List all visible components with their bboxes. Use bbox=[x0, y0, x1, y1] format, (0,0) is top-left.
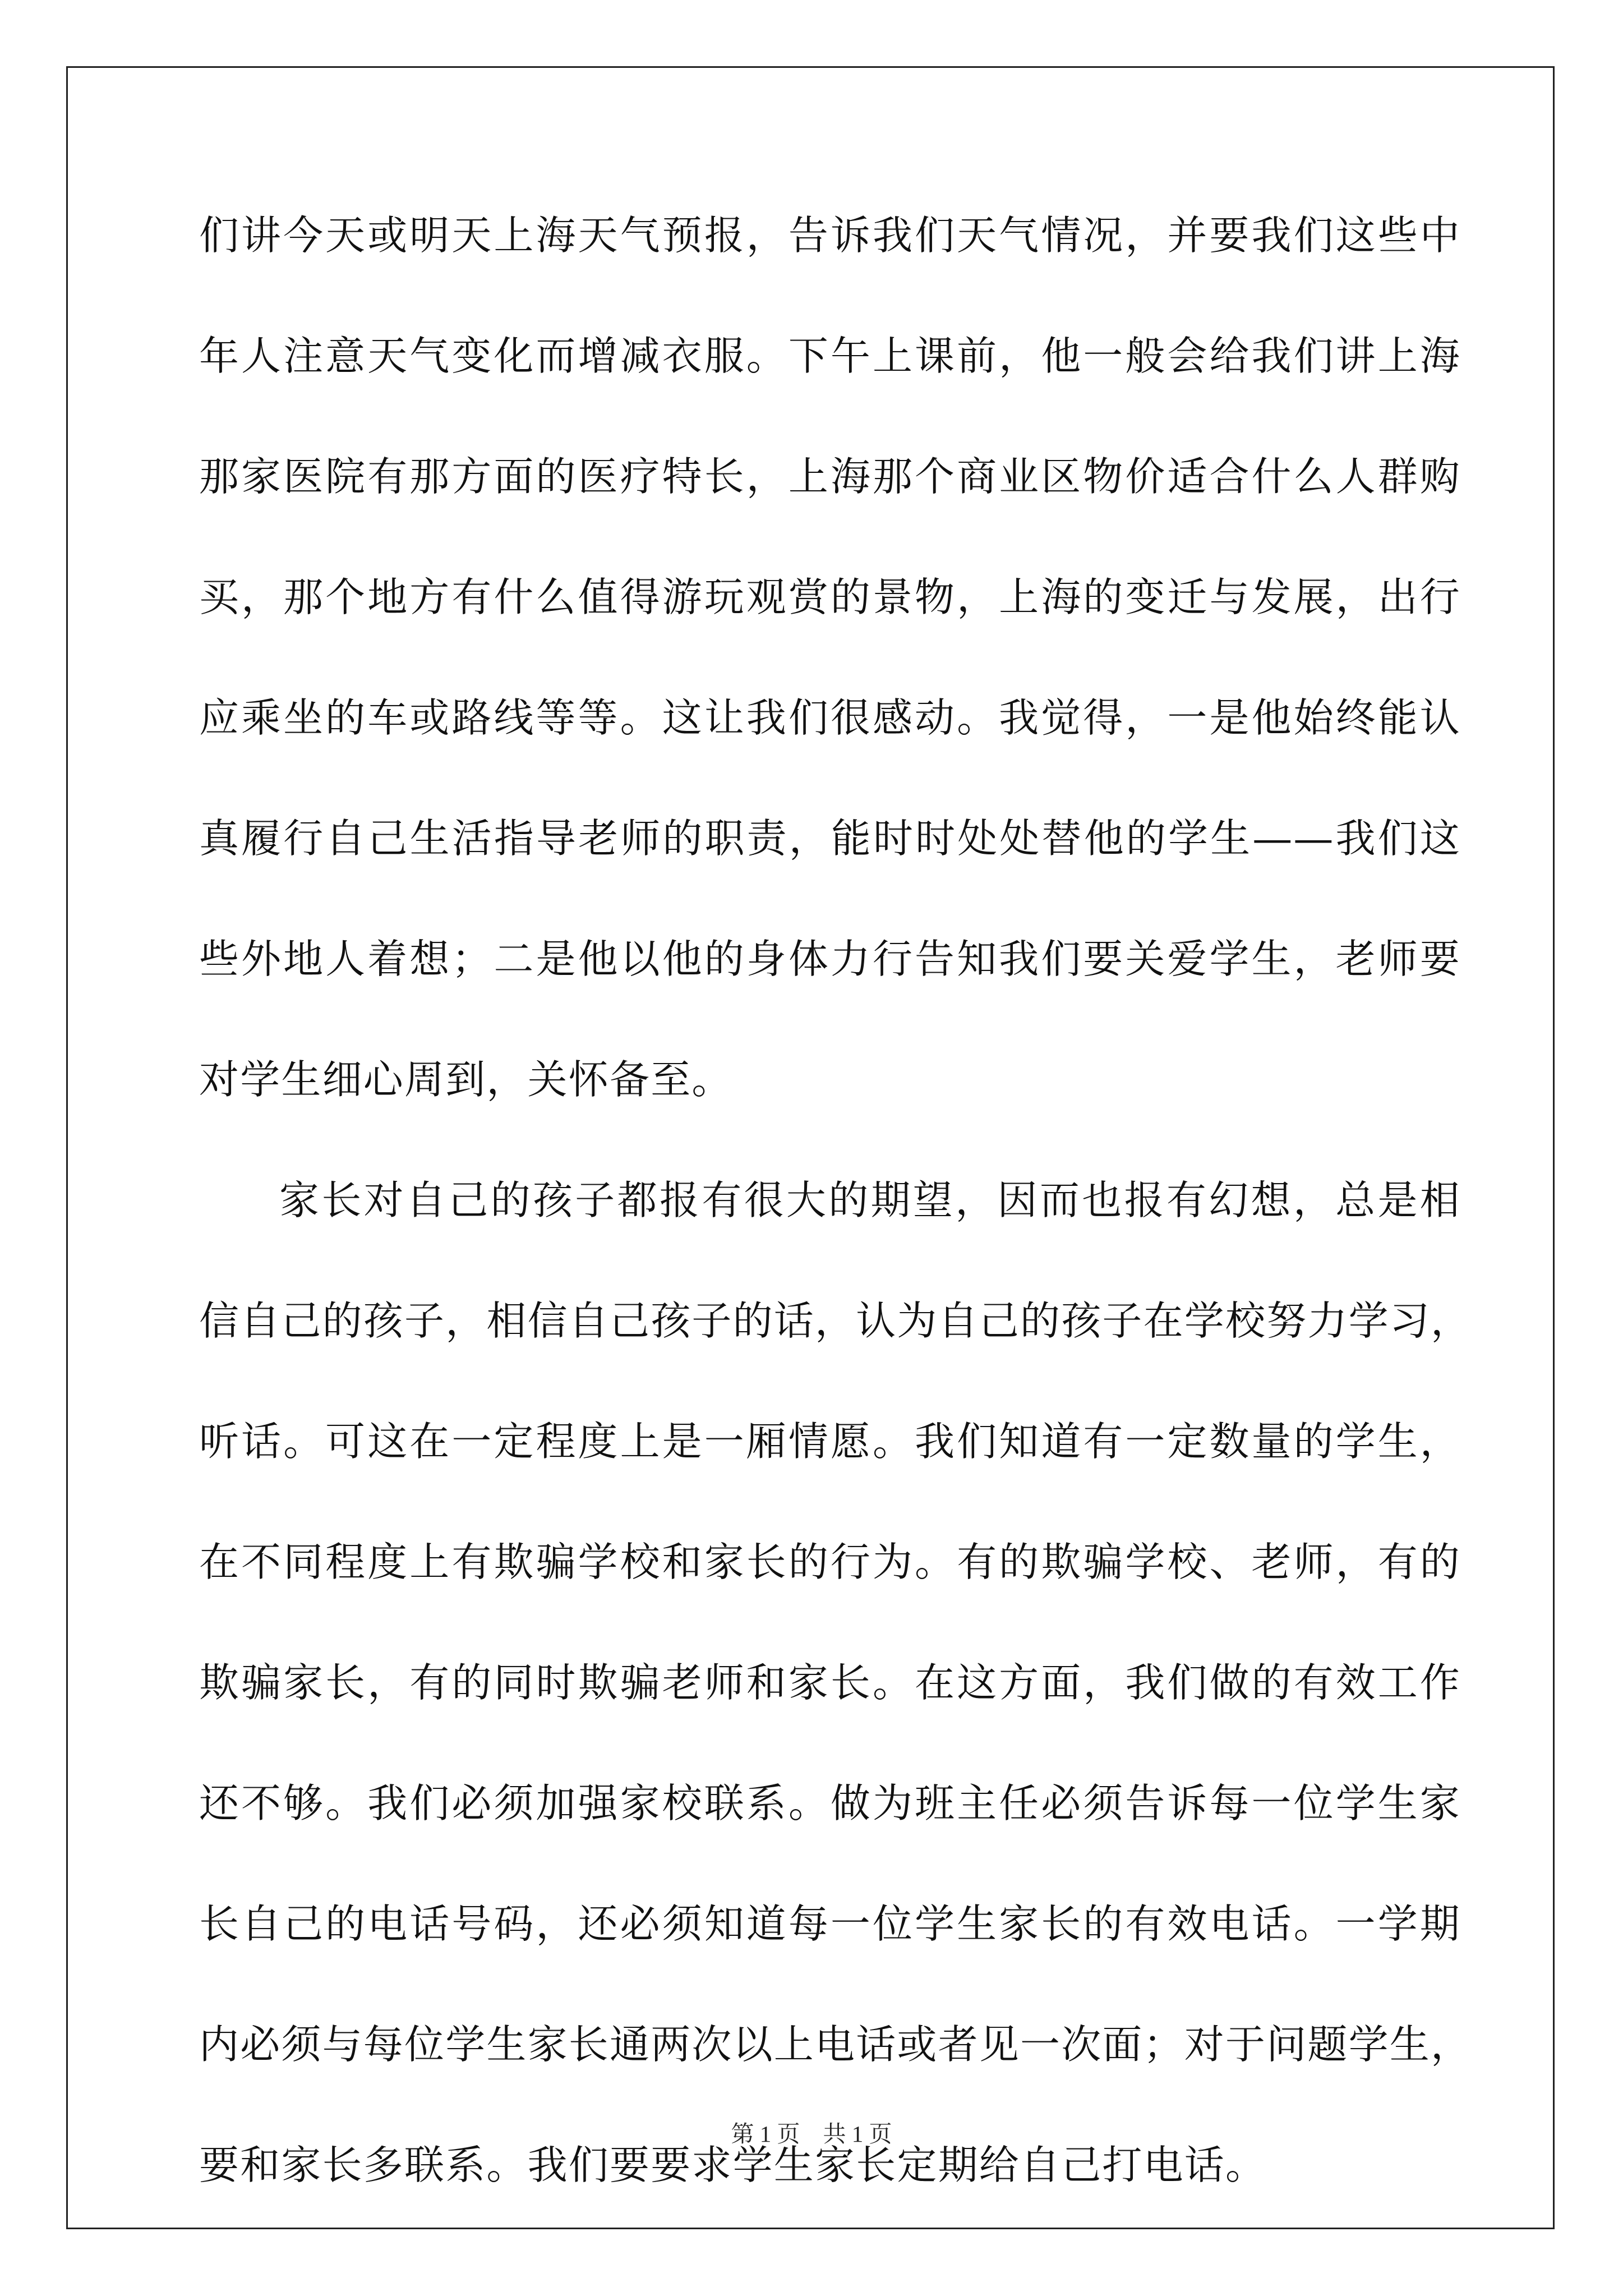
text-line: 听话。可这在一定程度上是一厢情愿。我们知道有一定数量的学生， bbox=[199, 1418, 1461, 1465]
paragraph-1 bbox=[199, 202, 1461, 1167]
text-line: 在不同程度上有欺骗学校和家长的行为。有的欺骗学校、老师，有的 bbox=[199, 1539, 1461, 1585]
text-line: 要和家长多联系。我们要要求学生家长定期给自己打电话。 bbox=[199, 2142, 1267, 2188]
text-line: 买，那个地方有什么值得游玩观赏的景物，上海的变迁与发展，出行 bbox=[199, 574, 1461, 620]
text-line: 真履行自己生活指导老师的职责，能时时处处替他的学生——我们这 bbox=[199, 815, 1461, 862]
text-line: 年人注意天气变化而增减衣服。下午上课前，他一般会给我们讲上海 bbox=[199, 333, 1461, 379]
text-line: 长自己的电话号码，还必须知道每一位学生家长的有效电话。一学期 bbox=[199, 1901, 1461, 1947]
paragraph-2 bbox=[199, 1167, 1472, 2252]
text-line: 家长对自己的孩子都报有很大的期望，因而也报有幻想，总是相 bbox=[279, 1177, 1461, 1223]
text-line: 对学生细心周到，关怀备至。 bbox=[199, 1056, 733, 1103]
text-line: 还不够。我们必须加强家校联系。做为班主任必须告诉每一位学生家 bbox=[199, 1780, 1461, 1826]
text-line: 些外地人着想；二是他以他的身体力行告知我们要关爱学生，老师要 bbox=[199, 936, 1461, 982]
document-body bbox=[199, 202, 1472, 2252]
page-footer: 第 1 页 共 1 页 bbox=[731, 2121, 892, 2147]
text-line: 那家医院有那方面的医疗特长，上海那个商业区物价适合什么人群购 bbox=[199, 453, 1461, 500]
text-line: 们讲今天或明天上海天气预报，告诉我们天气情况，并要我们这些中 bbox=[199, 212, 1461, 259]
text-line: 信自己的孩子，相信自己孩子的话，认为自己的孩子在学校努力学习， bbox=[199, 1297, 1472, 1344]
text-line: 应乘坐的车或路线等等。这让我们很感动。我觉得，一是他始终能认 bbox=[199, 694, 1461, 741]
text-line: 内必须与每位学生家长通两次以上电话或者见一次面；对于问题学生， bbox=[199, 2021, 1472, 2068]
text-line: 欺骗家长，有的同时欺骗老师和家长。在这方面，我们做的有效工作 bbox=[199, 1659, 1461, 1706]
